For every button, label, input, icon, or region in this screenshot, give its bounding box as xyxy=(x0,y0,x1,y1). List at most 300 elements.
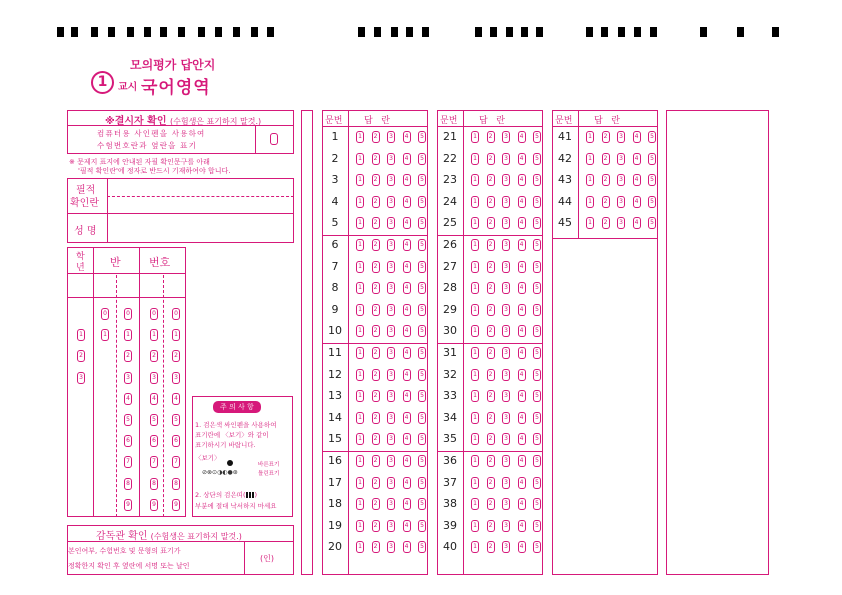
answer-bubble[interactable]: 5 xyxy=(418,347,426,359)
id-bubble[interactable]: 8 xyxy=(172,478,180,490)
answer-bubble[interactable]: 1 xyxy=(356,217,364,229)
answer-bubble[interactable]: 5 xyxy=(418,153,426,165)
answer-bubble[interactable]: 4 xyxy=(518,239,526,251)
answer-bubble[interactable]: 5 xyxy=(418,498,426,510)
id-bubble[interactable]: 3 xyxy=(172,372,180,384)
answer-bubble[interactable]: 4 xyxy=(633,131,641,143)
answer-bubble[interactable]: 5 xyxy=(533,217,541,229)
answer-bubble[interactable]: 1 xyxy=(356,369,364,381)
answer-bubble[interactable]: 2 xyxy=(487,261,495,273)
answer-bubble[interactable]: 5 xyxy=(533,174,541,186)
answer-bubble[interactable]: 4 xyxy=(403,390,411,402)
answer-bubble[interactable]: 5 xyxy=(418,369,426,381)
answer-bubble[interactable]: 2 xyxy=(487,347,495,359)
answer-bubble[interactable]: 4 xyxy=(518,325,526,337)
id-bubble[interactable]: 4 xyxy=(124,393,132,405)
timing-mark xyxy=(71,27,78,37)
answer-bubble[interactable]: 2 xyxy=(487,477,495,489)
answer-bubble[interactable]: 5 xyxy=(648,131,656,143)
question-number: 23 xyxy=(443,173,457,187)
answer-bubble[interactable]: 5 xyxy=(648,174,656,186)
answer-bubble[interactable]: 4 xyxy=(403,261,411,273)
answer-bubble[interactable]: 4 xyxy=(633,196,641,208)
answer-bubble[interactable]: 1 xyxy=(356,455,364,467)
answer-bubble[interactable]: 1 xyxy=(356,390,364,402)
answer-bubble[interactable]: 1 xyxy=(356,282,364,294)
answer-bubble[interactable]: 2 xyxy=(487,325,495,337)
absence-check-line2: 수험번호란과 옆란을 표기 xyxy=(97,141,198,150)
answer-bubble[interactable]: 1 xyxy=(471,541,479,553)
answer-bubble[interactable]: 5 xyxy=(418,131,426,143)
answer-bubble[interactable]: 2 xyxy=(602,131,610,143)
proctor-line1: 본인여부, 수험번호 및 문형의 표기가 xyxy=(68,547,181,555)
answer-bubble[interactable]: 1 xyxy=(586,131,594,143)
answer-bubble[interactable]: 3 xyxy=(502,455,510,467)
answer-bubble[interactable]: 4 xyxy=(518,174,526,186)
answer-bubble[interactable]: 2 xyxy=(487,498,495,510)
answer-bubble[interactable]: 3 xyxy=(387,196,395,208)
answer-bubble[interactable]: 4 xyxy=(518,369,526,381)
answer-bubble[interactable]: 4 xyxy=(518,520,526,532)
answer-bubble[interactable]: 5 xyxy=(533,520,541,532)
answer-bubble[interactable]: 1 xyxy=(356,131,364,143)
answer-bubble[interactable]: 5 xyxy=(418,541,426,553)
answer-bubble[interactable]: 5 xyxy=(418,261,426,273)
question-number: 42 xyxy=(558,151,572,165)
answer-bubble[interactable]: 3 xyxy=(617,174,625,186)
answer-bubble[interactable]: 2 xyxy=(487,217,495,229)
id-bubble[interactable]: 7 xyxy=(124,456,132,468)
answer-bubble[interactable]: 2 xyxy=(372,477,380,489)
answer-bubble[interactable]: 2 xyxy=(372,196,380,208)
answer-bubble[interactable]: 3 xyxy=(617,131,625,143)
question-number: 36 xyxy=(443,454,457,467)
timing-mark xyxy=(178,27,185,37)
answer-bubble[interactable]: 2 xyxy=(372,261,380,273)
question-number: 17 xyxy=(328,475,342,489)
answer-bubble[interactable]: 5 xyxy=(418,239,426,251)
period-number: 1 xyxy=(91,71,114,94)
answer-bubble[interactable]: 4 xyxy=(403,304,411,316)
answer-bubble[interactable]: 5 xyxy=(418,433,426,445)
answer-bubble[interactable]: 1 xyxy=(586,217,594,229)
id-bubble[interactable]: 5 xyxy=(172,414,180,426)
id-bubble[interactable]: 1 xyxy=(101,329,109,341)
answer-bubble[interactable]: 2 xyxy=(372,239,380,251)
answer-bubble[interactable]: 1 xyxy=(356,153,364,165)
name-input[interactable] xyxy=(109,215,293,242)
answer-bubble[interactable]: 4 xyxy=(403,239,411,251)
question-number: 20 xyxy=(328,540,342,554)
id-bubble[interactable]: 9 xyxy=(172,499,180,511)
answer-bubble[interactable]: 1 xyxy=(356,412,364,424)
answer-bubble[interactable]: 2 xyxy=(372,369,380,381)
answer-bubble[interactable]: 4 xyxy=(518,541,526,553)
id-bubble[interactable]: 4 xyxy=(172,393,180,405)
answer-bubble[interactable]: 5 xyxy=(533,541,541,553)
answer-bubble[interactable]: 4 xyxy=(403,369,411,381)
answer-bubble[interactable]: 4 xyxy=(403,412,411,424)
answer-bubble[interactable]: 3 xyxy=(387,304,395,316)
answer-bubble[interactable]: 1 xyxy=(586,174,594,186)
answer-bubble[interactable]: 5 xyxy=(533,498,541,510)
id-bubble[interactable]: 1 xyxy=(77,329,85,341)
answer-bubble[interactable]: 5 xyxy=(418,390,426,402)
answer-bubble[interactable]: 2 xyxy=(372,174,380,186)
answer-bubble[interactable]: 3 xyxy=(387,477,395,489)
answer-bubble[interactable]: 3 xyxy=(502,217,510,229)
answer-bubble[interactable]: 4 xyxy=(518,390,526,402)
question-number: 15 xyxy=(328,432,342,446)
answer-bubble[interactable]: 4 xyxy=(518,433,526,445)
answer-bubble[interactable]: 3 xyxy=(387,390,395,402)
timing-mark xyxy=(772,27,779,37)
answer-bubble[interactable]: 5 xyxy=(418,174,426,186)
timing-mark xyxy=(601,27,608,37)
timing-mark xyxy=(490,27,497,37)
grade-label2: 년 xyxy=(76,263,85,273)
answer-bubble[interactable]: 1 xyxy=(356,261,364,273)
answer-bubble[interactable]: 3 xyxy=(502,498,510,510)
answer-bubble[interactable]: 1 xyxy=(471,131,479,143)
answer-bubble[interactable]: 5 xyxy=(533,261,541,273)
answer-bubble[interactable]: 5 xyxy=(418,455,426,467)
answer-bubble[interactable]: 3 xyxy=(387,347,395,359)
id-bubble[interactable]: 1 xyxy=(150,329,158,341)
answer-bubble[interactable]: 3 xyxy=(387,541,395,553)
answer-bubble[interactable]: 1 xyxy=(471,433,479,445)
answer-bubble[interactable]: 5 xyxy=(533,325,541,337)
answer-bubble[interactable]: 5 xyxy=(533,196,541,208)
answer-bubble[interactable]: 2 xyxy=(372,217,380,229)
answer-bubble[interactable]: 5 xyxy=(418,412,426,424)
answer-bubble[interactable]: 1 xyxy=(356,477,364,489)
answer-bubble[interactable]: 5 xyxy=(533,455,541,467)
timing-mark xyxy=(374,27,381,37)
answer-bubble[interactable]: 1 xyxy=(356,304,364,316)
answer-bubble[interactable]: 2 xyxy=(487,520,495,532)
id-bubble[interactable]: 4 xyxy=(150,393,158,405)
answer-bubble[interactable]: 1 xyxy=(471,261,479,273)
answer-bubble[interactable]: 4 xyxy=(633,153,641,165)
answer-bubble[interactable]: 4 xyxy=(518,455,526,467)
id-bubble[interactable]: 1 xyxy=(172,329,180,341)
id-bubble[interactable]: 6 xyxy=(124,435,132,447)
answer-bubble[interactable]: 5 xyxy=(648,196,656,208)
answer-bubble[interactable]: 3 xyxy=(387,153,395,165)
question-number: 12 xyxy=(328,367,342,381)
id-bubble[interactable]: 2 xyxy=(172,350,180,362)
answer-bubble[interactable]: 1 xyxy=(356,498,364,510)
answer-bubble[interactable]: 1 xyxy=(356,325,364,337)
answer-bubble[interactable]: 2 xyxy=(372,541,380,553)
answer-bubble[interactable]: 3 xyxy=(502,304,510,316)
absence-bubble[interactable] xyxy=(270,133,278,145)
answer-bubble[interactable]: 5 xyxy=(418,477,426,489)
answer-bubble[interactable]: 5 xyxy=(418,520,426,532)
answer-bubble[interactable]: 2 xyxy=(602,196,610,208)
answer-bubble[interactable]: 1 xyxy=(356,433,364,445)
answer-bubble[interactable]: 1 xyxy=(471,282,479,294)
answer-bubble[interactable]: 3 xyxy=(387,369,395,381)
answer-bubble[interactable]: 2 xyxy=(487,390,495,402)
answer-bubble[interactable]: 1 xyxy=(471,369,479,381)
name-label: 성 명 xyxy=(74,226,97,237)
answer-bubble[interactable]: 1 xyxy=(471,477,479,489)
answer-bubble[interactable]: 1 xyxy=(471,239,479,251)
answer-bubble[interactable]: 2 xyxy=(487,455,495,467)
answer-bubble[interactable]: 2 xyxy=(372,390,380,402)
id-bubble[interactable]: 0 xyxy=(150,308,158,320)
answer-bubble[interactable]: 5 xyxy=(533,304,541,316)
answer-bubble[interactable]: 2 xyxy=(487,369,495,381)
answer-bubble[interactable]: 1 xyxy=(471,196,479,208)
answer-bubble[interactable]: 5 xyxy=(533,433,541,445)
answer-bubble[interactable]: 4 xyxy=(403,477,411,489)
id-bubble[interactable]: 5 xyxy=(150,414,158,426)
answer-bubble[interactable]: 5 xyxy=(418,217,426,229)
answer-bubble[interactable]: 4 xyxy=(403,325,411,337)
answer-bubble[interactable]: 1 xyxy=(471,390,479,402)
answer-bubble[interactable]: 4 xyxy=(518,412,526,424)
subject-title: 국어영역 xyxy=(141,78,211,98)
answer-bubble[interactable]: 4 xyxy=(518,131,526,143)
answer-bubble[interactable]: 3 xyxy=(502,369,510,381)
answer-bubble[interactable]: 2 xyxy=(487,131,495,143)
answer-bubble[interactable]: 5 xyxy=(648,217,656,229)
answer-bubble[interactable]: 2 xyxy=(487,412,495,424)
answer-bubble[interactable]: 5 xyxy=(533,282,541,294)
answer-bubble[interactable]: 3 xyxy=(502,325,510,337)
answer-bubble[interactable]: 2 xyxy=(372,498,380,510)
answer-bubble[interactable]: 3 xyxy=(502,477,510,489)
question-number: 34 xyxy=(443,410,457,424)
answer-bubble[interactable]: 4 xyxy=(403,520,411,532)
answer-bubble[interactable]: 1 xyxy=(356,520,364,532)
answer-bubble[interactable]: 4 xyxy=(403,433,411,445)
answer-bubble[interactable]: 5 xyxy=(533,131,541,143)
answer-bubble[interactable]: 2 xyxy=(602,217,610,229)
answer-bubble[interactable]: 3 xyxy=(387,261,395,273)
question-number: 27 xyxy=(443,259,457,273)
question-number: 18 xyxy=(328,497,342,511)
answer-bubble[interactable]: 4 xyxy=(518,153,526,165)
answer-bubble[interactable]: 1 xyxy=(356,239,364,251)
answer-bubble[interactable]: 1 xyxy=(356,541,364,553)
answer-bubble[interactable]: 3 xyxy=(387,131,395,143)
answer-bubble[interactable]: 3 xyxy=(502,282,510,294)
answer-bubble[interactable]: 2 xyxy=(372,282,380,294)
answer-bubble[interactable]: 4 xyxy=(633,217,641,229)
handwriting-label1: 필적 xyxy=(76,185,96,196)
answer-bubble[interactable]: 1 xyxy=(471,498,479,510)
answer-bubble[interactable]: 3 xyxy=(502,412,510,424)
id-bubble[interactable]: 3 xyxy=(77,372,85,384)
answer-bubble[interactable]: 5 xyxy=(533,153,541,165)
answer-bubble[interactable]: 2 xyxy=(372,304,380,316)
caution-item1-line2: 표기란에 〈보기〉와 같이 xyxy=(195,431,269,439)
id-bubble[interactable]: 1 xyxy=(124,329,132,341)
answer-bubble[interactable]: 4 xyxy=(403,174,411,186)
answer-bubble[interactable]: 4 xyxy=(633,174,641,186)
answer-bubble[interactable]: 3 xyxy=(617,217,625,229)
answer-bubble[interactable]: 3 xyxy=(502,347,510,359)
id-bubble[interactable]: 9 xyxy=(150,499,158,511)
answer-bubble[interactable]: 3 xyxy=(617,153,625,165)
answer-bubble[interactable]: 2 xyxy=(372,520,380,532)
id-bubble[interactable]: 2 xyxy=(77,350,85,362)
answer-bubble[interactable]: 1 xyxy=(356,174,364,186)
timing-mark xyxy=(127,27,134,37)
answer-bubble[interactable]: 2 xyxy=(487,196,495,208)
id-bubble[interactable]: 2 xyxy=(124,350,132,362)
answer-bubble[interactable]: 1 xyxy=(471,412,479,424)
period-label: 교시 xyxy=(118,82,138,93)
answer-bubble[interactable]: 4 xyxy=(518,304,526,316)
answer-bubble[interactable]: 2 xyxy=(372,325,380,337)
answer-bubble[interactable]: 1 xyxy=(471,217,479,229)
answer-bubble[interactable]: 5 xyxy=(418,196,426,208)
answer-bubble[interactable]: 4 xyxy=(403,282,411,294)
answer-bubble[interactable]: 1 xyxy=(356,196,364,208)
answer-bubble[interactable]: 5 xyxy=(533,239,541,251)
answer-bubble[interactable]: 2 xyxy=(487,153,495,165)
answer-bubble[interactable]: 4 xyxy=(403,347,411,359)
answer-bubble[interactable]: 3 xyxy=(502,520,510,532)
answer-bubble[interactable]: 3 xyxy=(502,196,510,208)
answer-bubble[interactable]: 3 xyxy=(502,390,510,402)
answer-bubble[interactable]: 5 xyxy=(533,477,541,489)
id-bubble[interactable]: 0 xyxy=(172,308,180,320)
id-bubble[interactable]: 0 xyxy=(101,308,109,320)
answer-bubble[interactable]: 1 xyxy=(356,347,364,359)
id-bubble[interactable]: 3 xyxy=(124,372,132,384)
answer-bubble[interactable]: 4 xyxy=(403,153,411,165)
answer-bubble[interactable]: 3 xyxy=(387,174,395,186)
answer-bubble[interactable]: 3 xyxy=(502,153,510,165)
answer-bubble[interactable]: 1 xyxy=(471,304,479,316)
id-bubble[interactable]: 8 xyxy=(150,478,158,490)
question-number: 44 xyxy=(558,194,572,208)
id-bubble[interactable]: 6 xyxy=(172,435,180,447)
answer-bubble[interactable]: 5 xyxy=(533,412,541,424)
answer-bubble[interactable]: 4 xyxy=(403,498,411,510)
id-bubble[interactable]: 3 xyxy=(150,372,158,384)
caution-item2-line2: 부분에 절대 낙서하지 마세요 xyxy=(195,502,277,510)
answer-bubble[interactable]: 4 xyxy=(403,196,411,208)
answer-bubble[interactable]: 3 xyxy=(502,131,510,143)
answer-bubble[interactable]: 3 xyxy=(502,174,510,186)
answer-bubble[interactable]: 1 xyxy=(471,325,479,337)
answer-bubble[interactable]: 4 xyxy=(403,541,411,553)
absence-check-title: ※결시자 확인 (수험생은 표기하지 말것.) xyxy=(105,116,262,127)
answer-bubble[interactable]: 5 xyxy=(418,282,426,294)
answer-bubble[interactable]: 1 xyxy=(471,153,479,165)
id-bubble[interactable]: 5 xyxy=(124,414,132,426)
answer-bubble[interactable]: 1 xyxy=(471,520,479,532)
id-bubble[interactable]: 2 xyxy=(150,350,158,362)
proctor-seal[interactable]: (인) xyxy=(260,554,274,563)
answer-bubble[interactable]: 2 xyxy=(372,347,380,359)
answer-bubble[interactable]: 4 xyxy=(403,217,411,229)
answer-bubble[interactable]: 2 xyxy=(372,433,380,445)
answer-bubble[interactable]: 2 xyxy=(372,153,380,165)
answer-bubble[interactable]: 2 xyxy=(487,433,495,445)
answer-bubble[interactable]: 3 xyxy=(387,239,395,251)
id-bubble[interactable]: 7 xyxy=(172,456,180,468)
answer-bubble[interactable]: 3 xyxy=(387,282,395,294)
answer-bubble[interactable]: 1 xyxy=(471,174,479,186)
answer-bubble[interactable]: 5 xyxy=(533,390,541,402)
answer-bubble[interactable]: 2 xyxy=(602,153,610,165)
answer-bubble[interactable]: 2 xyxy=(487,239,495,251)
answer-bubble[interactable]: 3 xyxy=(502,261,510,273)
answer-bubble[interactable]: 4 xyxy=(403,131,411,143)
answer-bubble[interactable]: 2 xyxy=(372,412,380,424)
answer-bubble[interactable]: 3 xyxy=(387,433,395,445)
answer-bubble[interactable]: 2 xyxy=(487,304,495,316)
answer-bubble[interactable]: 1 xyxy=(586,153,594,165)
answer-bubble[interactable]: 3 xyxy=(502,433,510,445)
answer-bubble[interactable]: 4 xyxy=(518,261,526,273)
handwriting-input[interactable] xyxy=(109,180,293,211)
answer-bubble[interactable]: 4 xyxy=(518,282,526,294)
answer-bubble[interactable]: 5 xyxy=(648,153,656,165)
answer-bubble[interactable]: 3 xyxy=(387,520,395,532)
answer-bubble[interactable]: 2 xyxy=(372,455,380,467)
answer-bubble[interactable]: 5 xyxy=(418,325,426,337)
signature-panel[interactable] xyxy=(666,110,769,575)
answer-bubble[interactable]: 4 xyxy=(518,477,526,489)
answer-bubble[interactable]: 3 xyxy=(502,541,510,553)
answer-bubble[interactable]: 4 xyxy=(403,455,411,467)
question-number: 10 xyxy=(328,324,342,338)
id-bubble[interactable]: 7 xyxy=(150,456,158,468)
answer-bubble[interactable]: 1 xyxy=(586,196,594,208)
answer-bubble[interactable]: 2 xyxy=(372,131,380,143)
answer-bubble[interactable]: 5 xyxy=(533,369,541,381)
id-bubble[interactable]: 9 xyxy=(124,499,132,511)
answer-bubble[interactable]: 1 xyxy=(471,455,479,467)
answer-bubble[interactable]: 2 xyxy=(487,282,495,294)
answer-bubble[interactable]: 3 xyxy=(387,455,395,467)
answer-bubble[interactable]: 5 xyxy=(418,304,426,316)
answer-bubble[interactable]: 3 xyxy=(387,325,395,337)
answer-bubble[interactable]: 4 xyxy=(518,196,526,208)
answer-bubble[interactable]: 4 xyxy=(518,217,526,229)
answer-bubble[interactable]: 1 xyxy=(471,347,479,359)
timing-mark xyxy=(737,27,744,37)
answer-bubble[interactable]: 5 xyxy=(533,347,541,359)
id-bubble[interactable]: 0 xyxy=(124,308,132,320)
answer-bubble[interactable]: 3 xyxy=(387,412,395,424)
answer-bubble[interactable]: 2 xyxy=(602,174,610,186)
id-bubble[interactable]: 6 xyxy=(150,435,158,447)
answer-bubble[interactable]: 3 xyxy=(502,239,510,251)
question-number: 25 xyxy=(443,216,457,230)
notice-line2: '필적 확인란'에 정자로 반드시 기재하여야 합니다. xyxy=(78,167,231,175)
answer-bubble[interactable]: 4 xyxy=(518,498,526,510)
answer-bubble[interactable]: 3 xyxy=(617,196,625,208)
id-bubble[interactable]: 8 xyxy=(124,478,132,490)
answer-bubble[interactable]: 3 xyxy=(387,498,395,510)
answer-bubble[interactable]: 3 xyxy=(387,217,395,229)
question-number: 26 xyxy=(443,238,457,251)
answer-bubble[interactable]: 2 xyxy=(487,541,495,553)
answer-bubble[interactable]: 4 xyxy=(518,347,526,359)
answer-bubble[interactable]: 2 xyxy=(487,174,495,186)
timing-mark xyxy=(57,27,64,37)
